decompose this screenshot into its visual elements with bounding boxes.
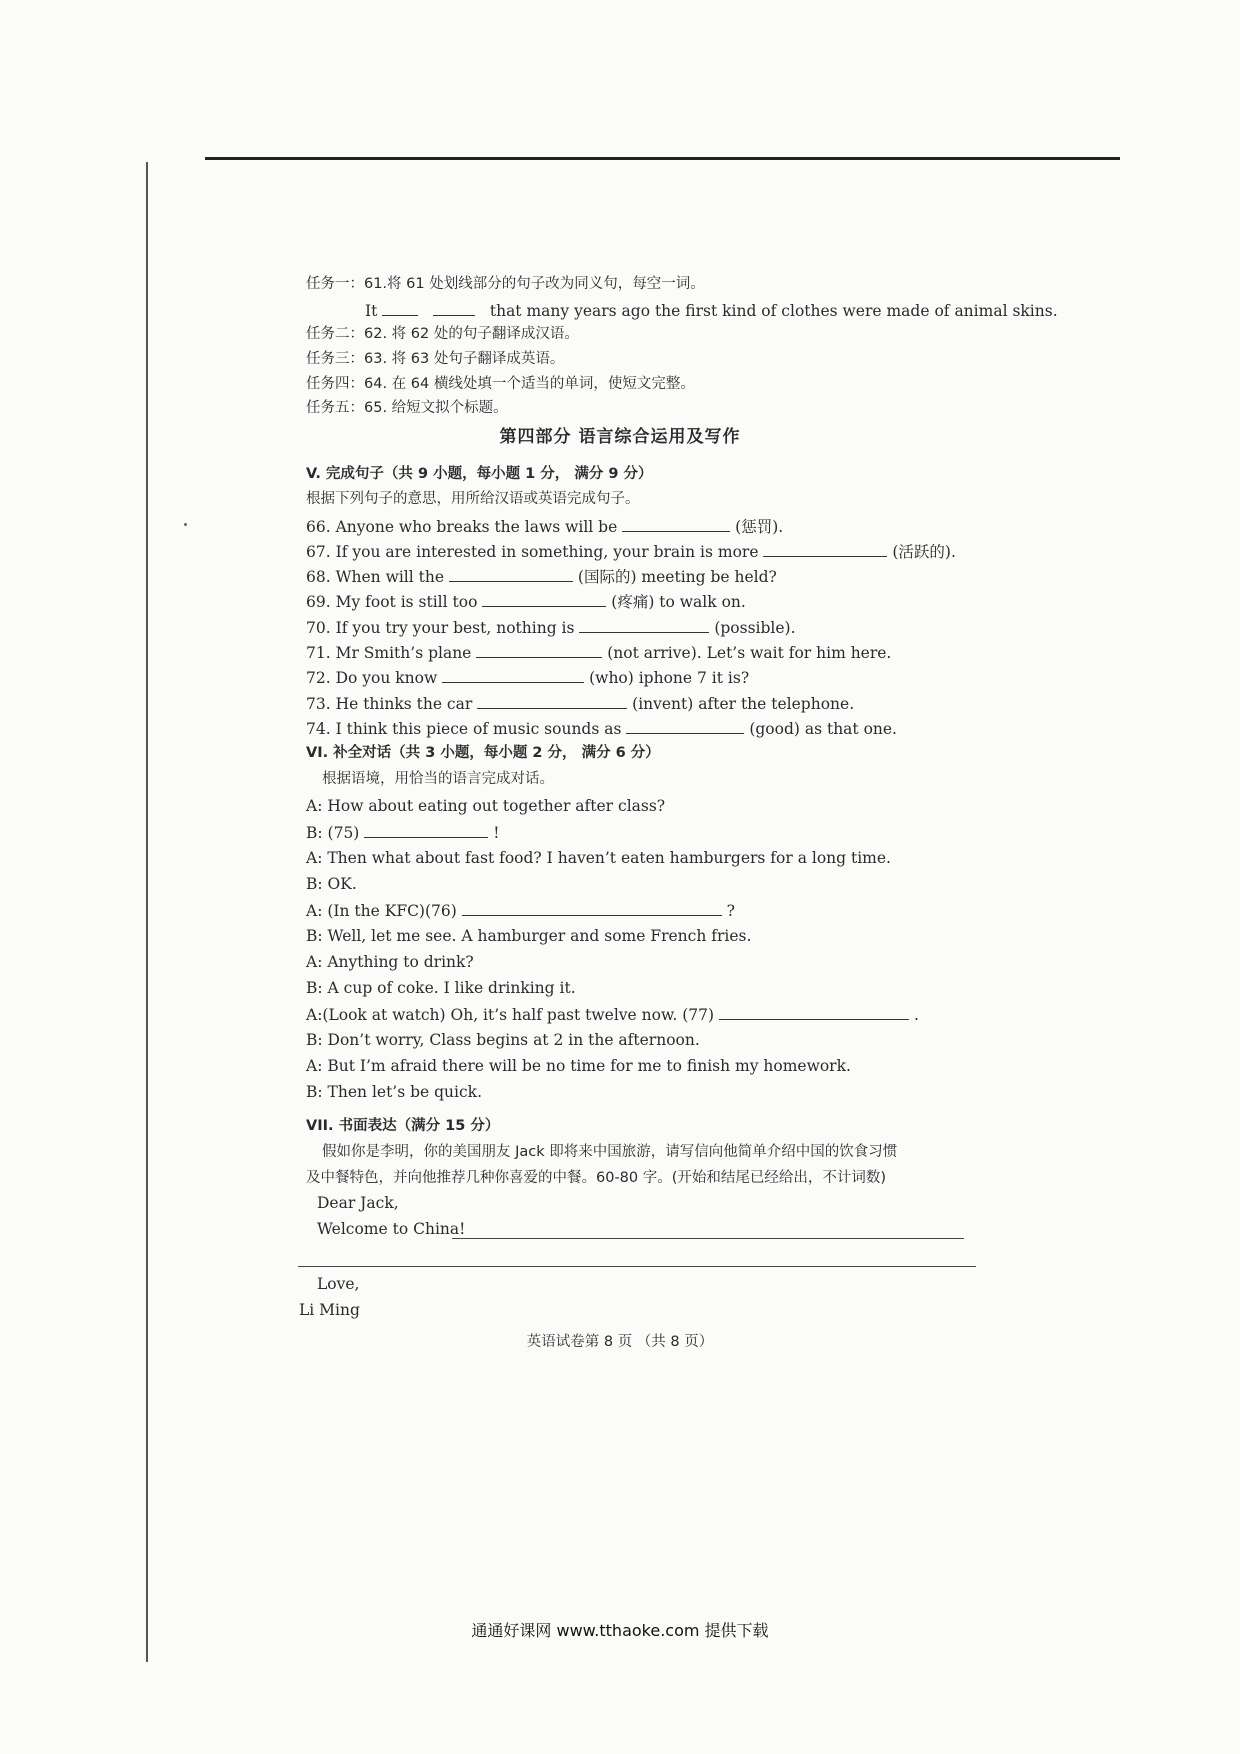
part-title: 第四部分 语言综合运用及写作: [499, 427, 741, 447]
dialogue-75-blank[interactable]: [364, 822, 488, 838]
item-67: [306, 541, 956, 562]
item-70-blank[interactable]: [579, 617, 709, 633]
scan-left-edge: [146, 162, 148, 1662]
dialogue-line: A: Then what about fast food? I haven’t eaten hamburgers for a long time.: [306, 849, 891, 867]
dialogue-line: B: OK.: [306, 875, 357, 893]
section-5-heading: V. 完成句子（共 9 小题，每小题 1 分， 满分 9 分）: [306, 466, 653, 482]
section-7-heading: VII. 书面表达（满分 15 分）: [306, 1118, 500, 1134]
item-66-blank[interactable]: [622, 516, 730, 532]
task-5: 任务五：65. 给短文拟个标题。: [306, 400, 508, 416]
dialogue-line: B: Well, let me see. A hamburger and some French fries.: [306, 927, 752, 945]
task-2: 任务二：62. 将 62 处的句子翻译成汉语。: [306, 326, 579, 342]
item-66-hint: (惩罚).: [735, 518, 784, 536]
item-68-text: 68. When will the: [306, 568, 445, 586]
writing-line-2[interactable]: [298, 1266, 976, 1267]
writing-line-1[interactable]: [452, 1238, 964, 1239]
item-71-hint: (not arrive). Let’s wait for him here.: [607, 644, 892, 662]
dialogue-77-blank[interactable]: [719, 1004, 909, 1020]
item-73-blank[interactable]: [477, 693, 627, 709]
item-68-blank[interactable]: [449, 566, 573, 582]
letter-closing: Love,: [317, 1275, 360, 1293]
dialogue-line: B: A cup of coke. I like drinking it.: [306, 979, 576, 997]
item-74: [306, 718, 897, 739]
item-68: [306, 566, 777, 587]
task-61-sentence: [365, 300, 1058, 321]
item-66: [306, 516, 783, 537]
item-70: [306, 617, 796, 638]
item-72-blank[interactable]: [442, 667, 584, 683]
task-61-start: It: [365, 302, 378, 320]
letter-salutation: Dear Jack,: [317, 1194, 399, 1212]
page-number-footer: 英语试卷第 8 页 （共 8 页）: [526, 1334, 714, 1350]
item-72-hint: (who) iphone 7 it is?: [589, 669, 750, 687]
dialogue-75-text: B: (75): [306, 824, 360, 842]
item-74-blank[interactable]: [626, 718, 744, 734]
item-73: [306, 693, 854, 714]
writing-prompt-line-1: 假如你是李明，你的美国朋友 Jack 即将来中国旅游，请写信向他简单介绍中国的饮食习惯: [322, 1144, 898, 1160]
item-69: [306, 591, 746, 612]
item-71-text: 71. Mr Smith’s plane: [306, 644, 472, 662]
task-1: 任务一：61.将 61 处划线部分的句子改为同义句，每空一词。: [306, 276, 705, 292]
section-5-instruction: 根据下列句子的意思，用所给汉语或英语完成句子。: [306, 491, 640, 507]
item-72: [306, 667, 749, 688]
dialogue-77-text: A:(Look at watch) Oh, it’s half past twelve now. (77): [306, 1006, 715, 1024]
item-70-hint: (possible).: [714, 619, 796, 637]
item-72-text: 72. Do you know: [306, 669, 438, 687]
item-68-hint: (国际的) meeting be held?: [577, 568, 777, 586]
item-73-hint: (invent) after the telephone.: [632, 695, 855, 713]
site-watermark-footer: 通通好课网 www.tthaoke.com 提供下载: [471, 1621, 769, 1640]
task-61-rest: that many years ago the first kind of clothes were made of animal skins.: [489, 302, 1058, 320]
item-71: [306, 642, 891, 663]
dialogue-line-76: [306, 900, 735, 921]
dialogue-line: B: Don’t worry, Class begins at 2 in the afternoon.: [306, 1031, 700, 1049]
dialogue-76-text: A: (In the KFC)(76): [306, 902, 457, 920]
letter-opening: Welcome to China!: [317, 1220, 466, 1238]
item-69-blank[interactable]: [482, 591, 606, 607]
item-67-blank[interactable]: [763, 541, 887, 557]
dialogue-line-75: [306, 822, 499, 843]
dialogue-76-punct: ?: [726, 902, 735, 920]
section-6-heading: VI. 补全对话（共 3 小题，每小题 2 分， 满分 6 分）: [306, 745, 660, 761]
task-3: 任务三：63. 将 63 处句子翻译成英语。: [306, 351, 565, 367]
item-66-text: 66. Anyone who breaks the laws will be: [306, 518, 618, 536]
writing-prompt-line-2: 及中餐特色，并向他推荐几种你喜爱的中餐。60-80 字。(开始和结尾已经给出，不计词数): [306, 1170, 887, 1186]
task-4: 任务四：64. 在 64 横线处填一个适当的单词，使短文完整。: [306, 376, 695, 392]
section-6-instruction: 根据语境，用恰当的语言完成对话。: [322, 771, 554, 787]
dialogue-76-blank[interactable]: [462, 900, 722, 916]
item-74-hint: (good) as that one.: [749, 720, 897, 738]
dialogue-line: A: How about eating out together after class?: [306, 797, 666, 815]
dialogue-75-punct: !: [493, 824, 500, 842]
dialogue-line-77: [306, 1004, 919, 1025]
item-71-blank[interactable]: [476, 642, 602, 658]
item-67-hint: (活跃的).: [892, 543, 956, 561]
dialogue-line: A: But I’m afraid there will be no time for me to finish my homework.: [306, 1057, 851, 1075]
item-69-text: 69. My foot is still too: [306, 593, 478, 611]
item-70-text: 70. If you try your best, nothing is: [306, 619, 575, 637]
dialogue-line: A: Anything to drink?: [306, 953, 474, 971]
task-61-blank-1[interactable]: [382, 300, 418, 316]
dialogue-77-punct: .: [913, 1006, 919, 1024]
letter-signature: Li Ming: [299, 1301, 360, 1319]
item-69-hint: (疼痛) to walk on.: [611, 593, 746, 611]
scan-speck: [184, 523, 187, 526]
item-67-text: 67. If you are interested in something, your brain is more: [306, 543, 759, 561]
top-rule: [205, 157, 1120, 160]
item-73-text: 73. He thinks the car: [306, 695, 473, 713]
task-61-blank-2[interactable]: [433, 300, 475, 316]
item-74-text: 74. I think this piece of music sounds as: [306, 720, 622, 738]
dialogue-line: B: Then let’s be quick.: [306, 1083, 482, 1101]
